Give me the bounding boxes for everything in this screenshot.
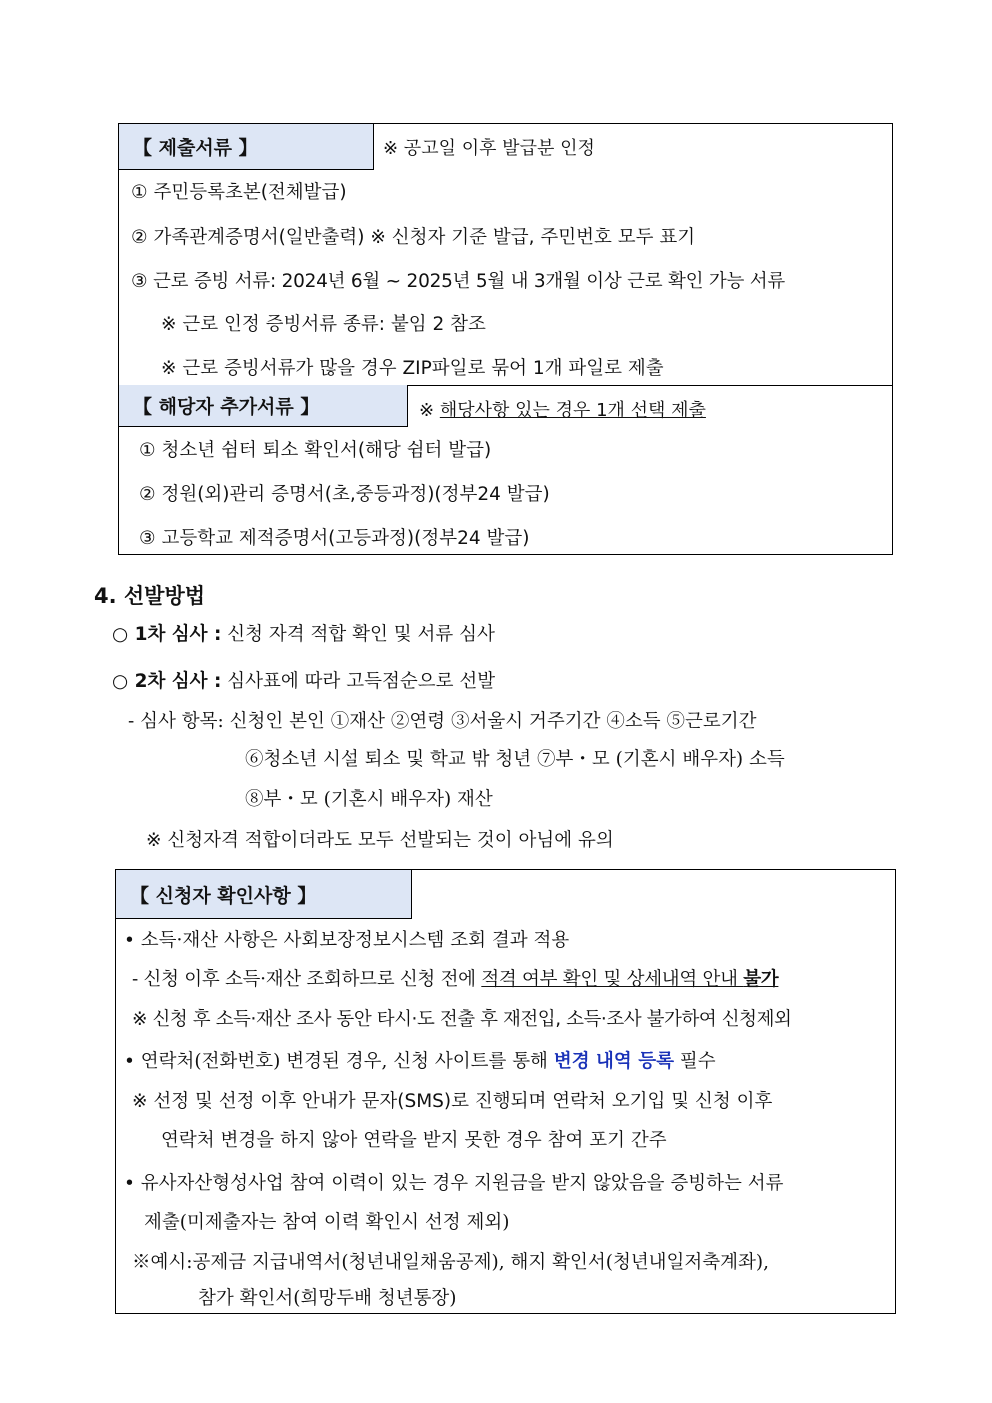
confirm-line-8: 제출(미제출자는 참여 이력 확인시 선정 제외): [144, 1212, 510, 1233]
extra-docs-note: [419, 396, 706, 422]
doc-subnote-2: ※ 근로 증빙서류가 많을 경우 ZIP파일로 묶어 1개 파일로 제출: [161, 358, 664, 379]
first-review-label: ○ 1차 심사 :: [112, 624, 222, 645]
doc-subnote-1: ※ 근로 인정 증빙서류 종류: 붙임 2 참조: [161, 314, 486, 335]
confirm-line-2-underlined: [481, 969, 778, 990]
first-review-text: 신청 자격 적합 확인 및 서류 심사: [221, 624, 495, 645]
confirm-line-7: • 유사자산형성사업 참여 이력이 있는 경우 지원금을 받지 않았음을 증빙하는 서류: [124, 1173, 784, 1194]
doc-item-3: ③ 근로 증빙 서류: 2024년 6월 ~ 2025년 5월 내 3개월 이상 근로 확인 가능 서류: [131, 271, 786, 292]
applicant-confirm-header: 【 신청자 확인사항 】: [116, 870, 412, 919]
doc-item-2: ② 가족관계증명서(일반출력) ※ 신청자 기준 발급, 주민번호 모두 표기: [131, 227, 696, 248]
second-review-text: 심사표에 따라 고득점순으로 선발: [221, 671, 496, 692]
criteria-line-1: - 심사 항목: 신청인 본인 ①재산 ②연령 ③서울시 거주기간 ④소득 ⑤근로기간: [128, 711, 757, 732]
confirm-line-2: [132, 965, 778, 991]
confirm-line-9: ※예시:공제금 지급내역서(청년내일채움공제), 해지 확인서(청년내일저축계좌),: [132, 1252, 770, 1273]
selection-note: ※ 신청자격 적합이더라도 모두 선발되는 것이 아님에 유의: [146, 830, 614, 851]
second-review-label: ○ 2차 심사 :: [112, 671, 222, 692]
extra-item-3: ③ 고등학교 제적증명서(고등과정)(정부24 발급): [139, 528, 530, 549]
confirm-line-2-bold: 불가: [743, 969, 779, 990]
first-review: [112, 620, 495, 646]
confirm-line-4: [124, 1047, 716, 1073]
confirm-line-5: ※ 선정 및 선정 이후 안내가 문자(SMS)로 진행되며 연락처 오기입 및 신청 이후: [132, 1091, 773, 1112]
submission-docs-note: ※ 공고일 이후 발급분 인정: [383, 138, 595, 159]
confirm-line-6: 연락처 변경을 하지 않아 연락을 받지 못한 경우 참여 포기 간주: [161, 1130, 667, 1151]
doc-item-1: ① 주민등록초본(전체발급): [131, 182, 347, 203]
confirm-line-3: ※ 신청 후 소득·재산 조사 동안 타시·도 전출 후 재전입, 소득·조사 불가하여 신청제외: [132, 1009, 792, 1030]
extra-item-1: ① 청소년 쉼터 퇴소 확인서(해당 쉼터 발급): [139, 440, 492, 461]
submission-docs-box: [118, 123, 893, 555]
confirm-line-2-u: 적격 여부 확인 및 상세내역 안내: [481, 969, 744, 990]
criteria-line-3: ⑧부・모 (기혼시 배우자) 재산: [245, 789, 493, 810]
confirm-line-2-pre: - 신청 이후 소득·재산 조회하므로 신청 전에: [132, 969, 482, 990]
confirm-line-4-blue: 변경 내역 등록: [553, 1051, 674, 1072]
section-title: 4. 선발방법: [94, 584, 206, 608]
confirm-line-10: 참가 확인서(희망두배 청년통장): [198, 1288, 457, 1309]
submission-docs-header: 【 제출서류 】: [119, 124, 374, 170]
confirm-line-4-pre: • 연락처(전화번호) 변경된 경우, 신청 사이트를 통해: [124, 1051, 554, 1072]
extra-docs-header: 【 해당자 추가서류 】: [119, 385, 408, 427]
extra-item-2: ② 정원(외)관리 증명서(초,중등과정)(정부24 발급): [139, 484, 550, 505]
confirm-line-1: • 소득·재산 사항은 사회보장정보시스템 조회 결과 적용: [124, 930, 570, 951]
criteria-line-2: ⑥청소년 시설 퇴소 및 학교 밖 청년 ⑦부・모 (기혼시 배우자) 소득: [245, 749, 785, 770]
applicant-confirm-box: [115, 869, 896, 1314]
second-review: [112, 667, 495, 693]
confirm-line-4-post: 필수: [673, 1051, 716, 1072]
extra-docs-note-prefix: ※: [419, 400, 440, 421]
extra-docs-note-text: 해당사항 있는 경우 1개 선택 제출: [439, 400, 706, 421]
